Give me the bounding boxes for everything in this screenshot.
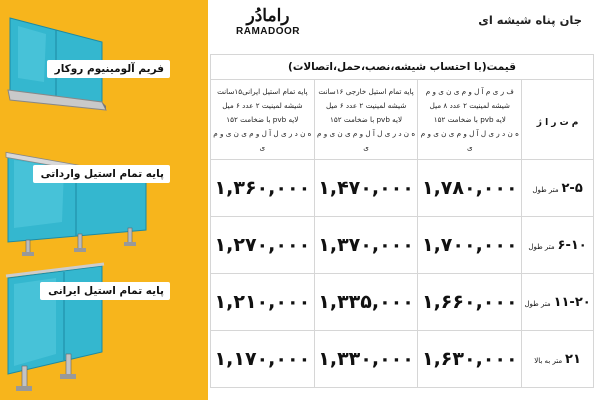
header-line: لایه pvb با ضخامت ۱۵۲ [330,114,403,124]
price-cell: ۱,۶۳۰,۰۰۰ [418,331,522,388]
header-line: شیشه لمینیت ۲ عدد ۶ میل [222,100,303,110]
column-header-imported-steel [314,80,418,160]
range-unit: متر طول [528,242,555,251]
header-line: لایه pvb با ضخامت ۱۵۲ [433,114,506,124]
header-line: شیشه لمینیت ۲ عدد ۶ میل [325,100,407,110]
logo-text-en: RAMADOOR [236,26,300,37]
price-cell: ۱,۳۷۰,۰۰۰ [314,217,418,274]
range-cell [522,331,594,388]
price-cell: ۱,۳۶۰,۰۰۰ [211,160,315,217]
table-row [211,217,594,274]
price-cell: ۱,۲۱۰,۰۰۰ [211,274,315,331]
header-line: ه ن د ر ی ل آ ل و م ی ن ی و م ی [420,128,519,152]
price-cell: ۱,۷۰۰,۰۰۰ [418,217,522,274]
header-line: لایه pvb با ضخامت ۱۵۲ [226,114,299,124]
range-cell [522,274,594,331]
header-line: ف ر ی م آ ل و م ی ن ی و م [425,86,514,96]
metraj-label: م ت ر ا ژ [536,118,579,128]
range-cell [522,217,594,274]
range-value: ۲۱ [565,351,581,367]
label-product-aluminium: فریم آلومینیوم روکار [47,60,170,78]
logo-text-fa: رامادُر [246,6,290,26]
table-caption-row [211,55,594,80]
header-line: ه ن د ر ی ل آ ل و م ی ن ی و م ی [317,128,416,152]
label-product-imported-steel: پایه تمام استیل وارداتی [33,165,170,183]
range-value: ۱۱-۲۰ [553,294,591,310]
label-product-iranian-steel: پایه تمام استیل ایرانی [40,282,170,300]
table-row [211,274,594,331]
range-unit: متر طول [524,299,551,308]
page-title: جان پناه شیشه ای [478,13,582,27]
header-line: شیشه لمینیت ۲ عدد ۸ میل [429,100,510,110]
header-line: پایه تمام استیل ایرانی۱۵سانت [217,86,308,96]
price-cell: ۱,۷۸۰,۰۰۰ [418,160,522,217]
column-header-iranian-steel [211,80,315,160]
price-cell: ۱,۲۷۰,۰۰۰ [211,217,315,274]
price-cell: ۱,۱۷۰,۰۰۰ [211,331,315,388]
table-row [211,160,594,217]
price-cell: ۱,۶۶۰,۰۰۰ [418,274,522,331]
price-cell: ۱,۴۷۰,۰۰۰ [314,160,418,217]
price-table [210,54,594,388]
header-line: ه ن د ر ی ل آ ل و م ی ن ی و م ی [213,128,312,152]
price-cell: ۱,۳۳۵,۰۰۰ [314,274,418,331]
table-caption: قیمت(با احتساب شیشه،نصب،حمل،اتصالات) [211,55,594,80]
price-cell: ۱,۳۳۰,۰۰۰ [314,331,418,388]
range-value: ۶-۱۰ [557,237,587,253]
table-row [211,331,594,388]
range-unit: متر به بالا [534,356,563,365]
header-line: پایه تمام استیل خارجی ۱۶سانت [318,86,414,96]
table-header-row [211,80,594,160]
column-header-metraj [522,80,594,160]
range-unit: متر طول [532,185,559,194]
column-header-aluminium [418,80,522,160]
range-cell [522,160,594,217]
brand-logo [220,6,316,38]
range-value: ۲-۵ [561,180,583,196]
